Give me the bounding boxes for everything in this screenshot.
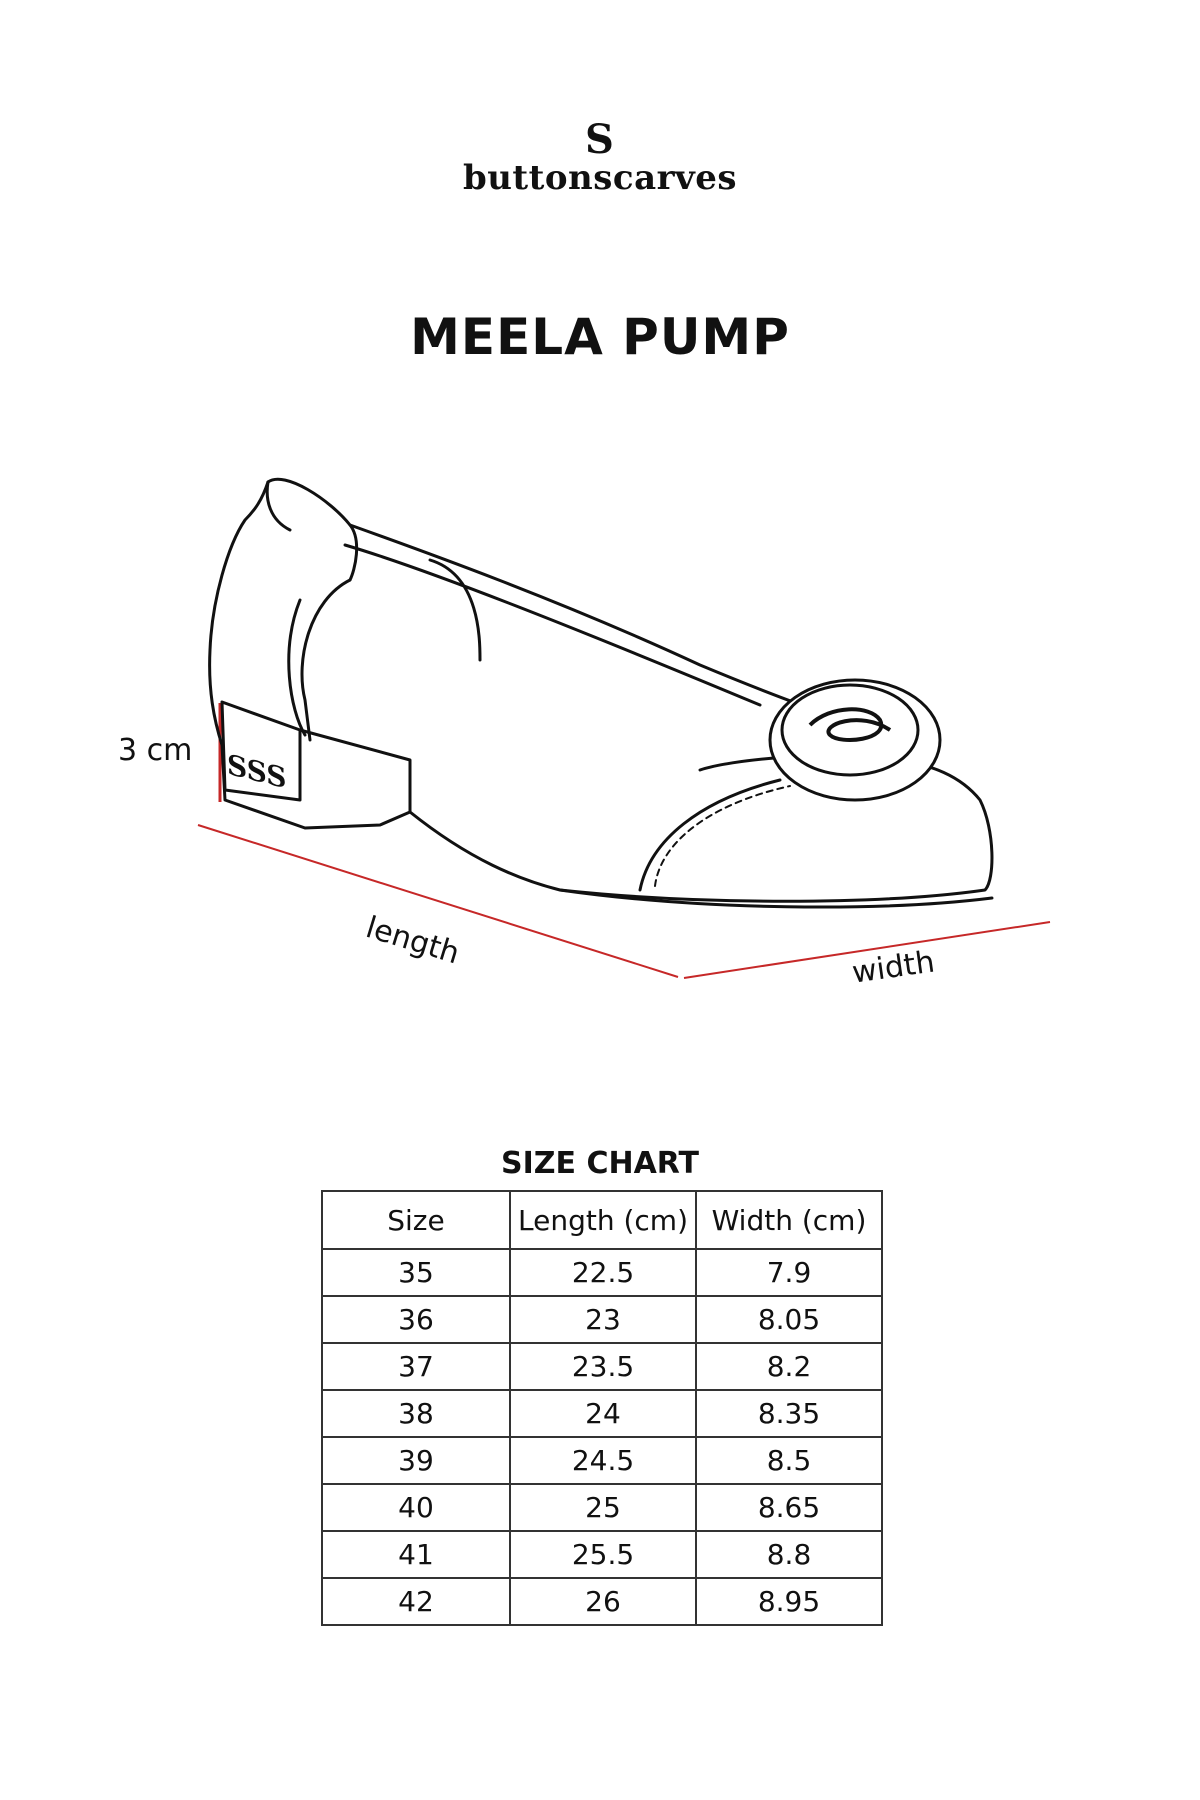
size-chart-title: SIZE CHART bbox=[500, 1146, 700, 1181]
cell-size: 39 bbox=[322, 1437, 510, 1484]
width-label: width bbox=[850, 944, 937, 991]
cell-length: 25.5 bbox=[510, 1531, 696, 1578]
cell-size: 38 bbox=[322, 1390, 510, 1437]
brand-logo bbox=[0, 116, 1200, 198]
cell-length: 25 bbox=[510, 1484, 696, 1531]
cell-size: 41 bbox=[322, 1531, 510, 1578]
header-size: Size bbox=[322, 1191, 510, 1249]
table-row bbox=[322, 1578, 882, 1625]
cell-width: 8.2 bbox=[696, 1343, 882, 1390]
cell-width: 8.5 bbox=[696, 1437, 882, 1484]
table-row bbox=[322, 1249, 882, 1296]
cell-width: 8.8 bbox=[696, 1531, 882, 1578]
cell-width: 8.65 bbox=[696, 1484, 882, 1531]
cell-length: 23 bbox=[510, 1296, 696, 1343]
table-row bbox=[322, 1531, 882, 1578]
height-label: 3 cm bbox=[118, 733, 193, 768]
cell-width: 8.05 bbox=[696, 1296, 882, 1343]
header-length: Length (cm) bbox=[510, 1191, 696, 1249]
buckle-ornament bbox=[770, 680, 940, 800]
cell-length: 24.5 bbox=[510, 1437, 696, 1484]
cell-size: 37 bbox=[322, 1343, 510, 1390]
table-row bbox=[322, 1390, 882, 1437]
cell-length: 22.5 bbox=[510, 1249, 696, 1296]
cell-length: 24 bbox=[510, 1390, 696, 1437]
table-row bbox=[322, 1437, 882, 1484]
cell-width: 8.95 bbox=[696, 1578, 882, 1625]
header-width: Width (cm) bbox=[696, 1191, 882, 1249]
cell-size: 35 bbox=[322, 1249, 510, 1296]
product-title: MEELA PUMP bbox=[410, 308, 790, 366]
table-row bbox=[322, 1343, 882, 1390]
cell-width: 7.9 bbox=[696, 1249, 882, 1296]
cell-size: 42 bbox=[322, 1578, 510, 1625]
cell-size: 36 bbox=[322, 1296, 510, 1343]
shoe-diagram bbox=[0, 420, 1200, 1000]
length-label: length bbox=[361, 910, 464, 972]
size-chart-table bbox=[321, 1190, 883, 1626]
cell-width: 8.35 bbox=[696, 1390, 882, 1437]
table-header-row bbox=[322, 1191, 882, 1249]
cell-size: 40 bbox=[322, 1484, 510, 1531]
cell-length: 23.5 bbox=[510, 1343, 696, 1390]
table-row bbox=[322, 1296, 882, 1343]
cell-length: 26 bbox=[510, 1578, 696, 1625]
brand-wordmark: buttonscarves bbox=[462, 158, 738, 198]
heel-monogram: SSS bbox=[227, 747, 287, 796]
brand-mark: S bbox=[585, 116, 615, 163]
table-row bbox=[322, 1484, 882, 1531]
